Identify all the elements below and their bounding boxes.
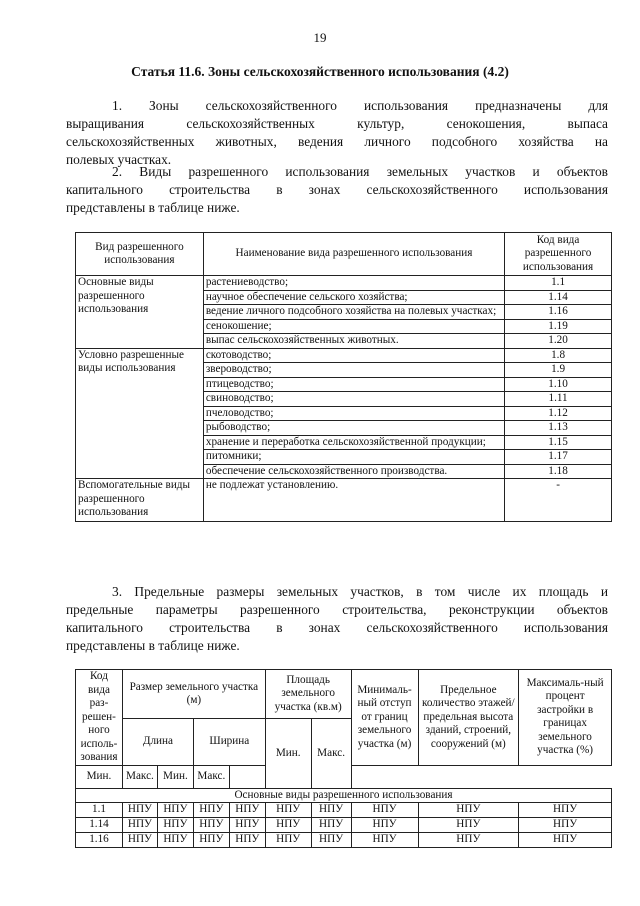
use-code: 1.1 (505, 276, 612, 291)
use-name: обеспечение сельскохозяйственного производства. (203, 464, 504, 479)
use-code: - (505, 479, 612, 522)
use-name: выпас сельскохозяйственных животных. (203, 334, 504, 349)
row-value: НПУ (157, 803, 193, 818)
table-row (76, 803, 612, 818)
section-label: Основные виды разрешенного использования (76, 788, 612, 803)
use-category: Условно разрешенные виды использования (76, 348, 204, 479)
paragraph-2 (66, 163, 608, 217)
use-name: научное обеспечение сельского хозяйства; (203, 290, 504, 305)
paragraph-line: выращивания сельскохозяйственных культур, сенокошения, выпаса (66, 116, 608, 131)
paragraph-line: 2. Виды разрешенного использования земельных участков и объектов (112, 164, 608, 179)
row-value: НПУ (519, 833, 612, 848)
header-area: Площадь земельного участка (кв.м) (265, 670, 351, 719)
use-name: птицеводство; (203, 377, 504, 392)
page-number: 19 (313, 30, 327, 45)
limit-parameters-table (75, 669, 612, 848)
use-name: хранение и переработка сельскохозяйственной продукции; (203, 435, 504, 450)
use-category: Вспомогательные виды разрешенного использования (76, 479, 204, 522)
row-value: НПУ (193, 818, 229, 833)
row-value: НПУ (265, 803, 311, 818)
row-value: НПУ (229, 833, 265, 848)
header-percent: Максималь-ный процент застройки в границах земельного участка (%) (519, 670, 612, 766)
use-name: растениеводство; (203, 276, 504, 291)
use-code: 1.8 (505, 348, 612, 363)
table-row (76, 818, 612, 833)
paragraph-line: предельные параметры разрешенного строительства, реконструкции объектов (66, 602, 608, 617)
row-code: 1.14 (76, 818, 123, 833)
use-name: пчеловодство; (203, 406, 504, 421)
header-width-max: Макс. (193, 765, 229, 788)
header-use-name: Наименование вида разрешенного использования (203, 233, 504, 276)
use-code: 1.18 (505, 464, 612, 479)
header-length-min: Мин. (76, 765, 123, 788)
use-code: 1.16 (505, 305, 612, 320)
use-code: 1.9 (505, 363, 612, 378)
paragraph-line: 1. Зоны сельскохозяйственного использования предназначены для (112, 98, 608, 113)
row-value: НПУ (351, 803, 418, 818)
use-name: свиноводство; (203, 392, 504, 407)
row-value: НПУ (157, 833, 193, 848)
row-value: НПУ (193, 803, 229, 818)
use-name: сенокошение; (203, 319, 504, 334)
use-code: 1.10 (505, 377, 612, 392)
use-name: звероводство; (203, 363, 504, 378)
row-value: НПУ (265, 818, 311, 833)
row-value: НПУ (418, 833, 519, 848)
paragraph-line: представлены в таблице ниже. (66, 200, 240, 215)
use-name: не подлежат установлению. (203, 479, 504, 522)
use-code: 1.17 (505, 450, 612, 465)
paragraph-line: полевых участках. (66, 152, 172, 167)
header-use-type: Вид разрешенного использования (76, 233, 204, 276)
use-code: 1.11 (505, 392, 612, 407)
row-code: 1.1 (76, 803, 123, 818)
header-width-min: Мин. (157, 765, 193, 788)
row-value: НПУ (519, 818, 612, 833)
header-code: Код вида раз-решен-ного исполь-зования (76, 670, 123, 766)
use-name: ведение личного подсобного хозяйства на полевых участках; (203, 305, 504, 320)
use-name: питомники; (203, 450, 504, 465)
use-category: Основные виды разрешенного использования (76, 276, 204, 349)
table-row (76, 833, 612, 848)
row-value: НПУ (519, 803, 612, 818)
paragraph-line: сельскохозяйственных животных, ведения личного подсобного хозяйства на (66, 134, 608, 149)
paragraph-line: капитального строительства в зонах сельскохозяйственного использования (66, 182, 608, 197)
header-size: Размер земельного участка (м) (122, 670, 265, 719)
header-floors: Предельное количество этажей/ предельная высота зданий, строений, сооружений (м) (418, 670, 519, 766)
row-value: НПУ (265, 833, 311, 848)
row-value: НПУ (229, 818, 265, 833)
row-code: 1.16 (76, 833, 123, 848)
paragraph-3 (66, 583, 608, 655)
use-code: 1.20 (505, 334, 612, 349)
use-name: скотоводство; (203, 348, 504, 363)
paragraph-line: представлены в таблице ниже. (66, 638, 240, 653)
row-value: НПУ (351, 818, 418, 833)
use-code: 1.13 (505, 421, 612, 436)
row-value: НПУ (122, 818, 157, 833)
header-width: Ширина (193, 719, 265, 766)
header-area-max: Макс. (311, 719, 351, 789)
row-value: НПУ (122, 803, 157, 818)
header-indent: Минималь-ный отступ от границ земельного участка (м) (351, 670, 418, 766)
row-value: НПУ (229, 803, 265, 818)
article-title: Статья 11.6. Зоны сельскохозяйственного использования (4.2) (131, 64, 509, 79)
header-length: Длина (122, 719, 193, 766)
use-code: 1.12 (505, 406, 612, 421)
use-name: рыбоводство; (203, 421, 504, 436)
row-value: НПУ (122, 833, 157, 848)
row-value: НПУ (311, 818, 351, 833)
use-code: 1.15 (505, 435, 612, 450)
row-value: НПУ (418, 818, 519, 833)
permitted-uses-table (75, 232, 612, 522)
row-value: НПУ (311, 803, 351, 818)
paragraph-line: капитального строительства в зонах сельскохозяйственного использования (66, 620, 608, 635)
header-length-max: Макс. (122, 765, 157, 788)
paragraph-1 (66, 97, 608, 169)
use-code: 1.14 (505, 290, 612, 305)
use-code: 1.19 (505, 319, 612, 334)
header-area-min: Мин. (265, 719, 311, 789)
row-value: НПУ (311, 833, 351, 848)
row-value: НПУ (418, 803, 519, 818)
table-row (76, 479, 612, 522)
row-value: НПУ (351, 833, 418, 848)
header-use-code: Код вида разрешенного использования (505, 233, 612, 276)
paragraph-line: 3. Предельные размеры земельных участков, в том числе их площадь и (112, 584, 608, 599)
row-value: НПУ (157, 818, 193, 833)
row-value: НПУ (193, 833, 229, 848)
table-row (76, 276, 612, 291)
table-row (76, 348, 612, 363)
